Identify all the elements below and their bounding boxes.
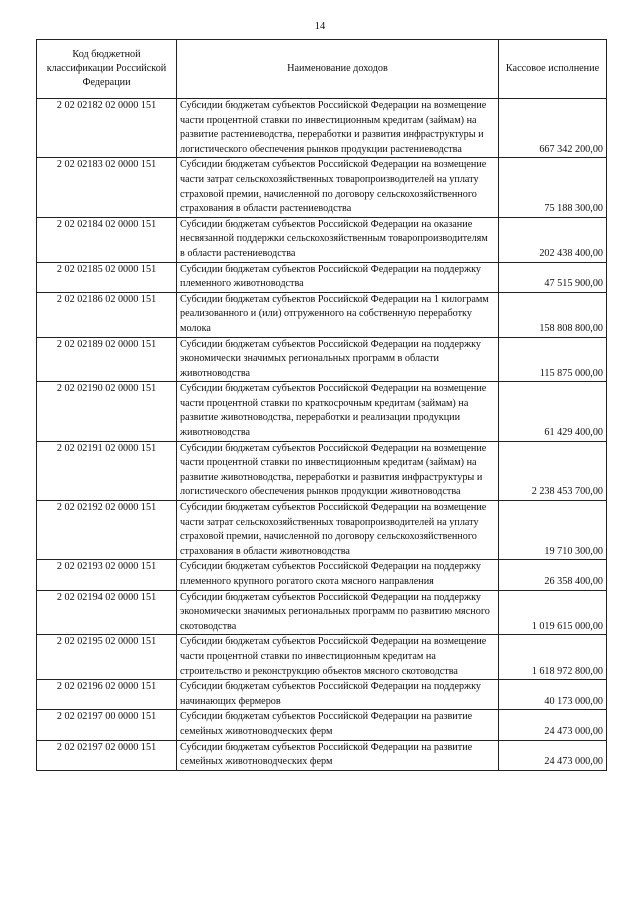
row-name: Субсидии бюджетам субъектов Российской Федерации на оказание несвязанной поддержки сельскохозяйственным товаропроизводителям в области растениеводства bbox=[177, 217, 499, 262]
row-amount: 24 473 000,00 bbox=[499, 740, 607, 770]
table-row bbox=[37, 635, 607, 680]
row-code: 2 02 02192 02 0000 151 bbox=[37, 501, 177, 560]
header-code: Код бюджетной классификации Российской Федерации bbox=[37, 40, 177, 99]
table-row bbox=[37, 292, 607, 337]
row-name: Субсидии бюджетам субъектов Российской Федерации на возмещение части затрат сельскохозяйственных товаропроизводителей на уплату страховой премии, начисленной по договору сельскохозяйственного страхования в области растениеводства bbox=[177, 158, 499, 217]
row-code: 2 02 02196 02 0000 151 bbox=[37, 680, 177, 710]
row-amount: 75 188 300,00 bbox=[499, 158, 607, 217]
row-amount: 2 238 453 700,00 bbox=[499, 441, 607, 500]
row-code: 2 02 02191 02 0000 151 bbox=[37, 441, 177, 500]
row-amount: 1 618 972 800,00 bbox=[499, 635, 607, 680]
row-name: Субсидии бюджетам субъектов Российской Федерации на возмещение части процентной ставки по краткосрочным кредитам (займам) на развитие животноводства, переработки и реализации продукции животноводства bbox=[177, 382, 499, 441]
row-amount: 19 710 300,00 bbox=[499, 501, 607, 560]
row-amount: 61 429 400,00 bbox=[499, 382, 607, 441]
row-amount: 26 358 400,00 bbox=[499, 560, 607, 590]
table-row bbox=[37, 99, 607, 158]
table-row bbox=[37, 710, 607, 740]
row-amount: 158 808 800,00 bbox=[499, 292, 607, 337]
row-amount: 40 173 000,00 bbox=[499, 680, 607, 710]
table-header bbox=[37, 40, 607, 99]
row-amount: 202 438 400,00 bbox=[499, 217, 607, 262]
row-name: Субсидии бюджетам субъектов Российской Федерации на возмещение части затрат сельскохозяйственных товаропроизводителей на уплату страховой премии, начисленной по договору сельскохозяйственного страхования в области животноводства bbox=[177, 501, 499, 560]
row-code: 2 02 02185 02 0000 151 bbox=[37, 262, 177, 292]
table-row bbox=[37, 501, 607, 560]
table-row bbox=[37, 382, 607, 441]
header-name: Наименование доходов bbox=[177, 40, 499, 99]
row-code: 2 02 02194 02 0000 151 bbox=[37, 590, 177, 635]
table-row bbox=[37, 262, 607, 292]
row-code: 2 02 02197 00 0000 151 bbox=[37, 710, 177, 740]
row-name: Субсидии бюджетам субъектов Российской Федерации на возмещение части процентной ставки по инвестиционным кредитам (займам) на развитие растениеводства, переработки и развития инфраструктуры и логистического обеспечения рынков продукции растениеводства bbox=[177, 99, 499, 158]
table-row bbox=[37, 441, 607, 500]
table-row bbox=[37, 740, 607, 770]
table-row bbox=[37, 590, 607, 635]
table-row bbox=[37, 337, 607, 382]
row-code: 2 02 02184 02 0000 151 bbox=[37, 217, 177, 262]
row-amount: 667 342 200,00 bbox=[499, 99, 607, 158]
row-name: Субсидии бюджетам субъектов Российской Федерации на возмещение части процентной ставки по инвестиционным кредитам (займам) на развитие животноводства, переработки и развития инфраструктуры и логистического обеспечения рынков продукции животноводства bbox=[177, 441, 499, 500]
row-code: 2 02 02183 02 0000 151 bbox=[37, 158, 177, 217]
row-name: Субсидии бюджетам субъектов Российской Федерации на 1 килограмм реализованного и (или) отгруженного на собственную переработку молока bbox=[177, 292, 499, 337]
row-code: 2 02 02186 02 0000 151 bbox=[37, 292, 177, 337]
row-name: Субсидии бюджетам субъектов Российской Федерации на поддержку начинающих фермеров bbox=[177, 680, 499, 710]
row-code: 2 02 02189 02 0000 151 bbox=[37, 337, 177, 382]
row-code: 2 02 02195 02 0000 151 bbox=[37, 635, 177, 680]
row-amount: 115 875 000,00 bbox=[499, 337, 607, 382]
header-amount: Кассовое исполнение bbox=[499, 40, 607, 99]
table-row bbox=[37, 158, 607, 217]
row-name: Субсидии бюджетам субъектов Российской Федерации на поддержку племенного животноводства bbox=[177, 262, 499, 292]
table-body bbox=[37, 99, 607, 771]
page-number: 14 bbox=[314, 21, 326, 32]
row-name: Субсидии бюджетам субъектов Российской Федерации на развитие семейных животноводческих ферм bbox=[177, 710, 499, 740]
table-row bbox=[37, 217, 607, 262]
row-name: Субсидии бюджетам субъектов Российской Федерации на развитие семейных животноводческих ферм bbox=[177, 740, 499, 770]
row-code: 2 02 02193 02 0000 151 bbox=[37, 560, 177, 590]
row-name: Субсидии бюджетам субъектов Российской Федерации на поддержку экономически значимых региональных программ по развитию мясного скотоводства bbox=[177, 590, 499, 635]
table-row bbox=[37, 680, 607, 710]
row-name: Субсидии бюджетам субъектов Российской Федерации на возмещение части процентной ставки по инвестиционным кредитам на строительство и реконструкцию объектов мясного скотоводства bbox=[177, 635, 499, 680]
table-row bbox=[37, 560, 607, 590]
row-amount: 1 019 615 000,00 bbox=[499, 590, 607, 635]
row-code: 2 02 02190 02 0000 151 bbox=[37, 382, 177, 441]
row-code: 2 02 02182 02 0000 151 bbox=[37, 99, 177, 158]
revenue-table bbox=[36, 39, 607, 771]
row-name: Субсидии бюджетам субъектов Российской Федерации на поддержку экономически значимых региональных программ в области животноводства bbox=[177, 337, 499, 382]
row-amount: 47 515 900,00 bbox=[499, 262, 607, 292]
row-name: Субсидии бюджетам субъектов Российской Федерации на поддержку племенного крупного рогатого скота мясного направления bbox=[177, 560, 499, 590]
row-code: 2 02 02197 02 0000 151 bbox=[37, 740, 177, 770]
row-amount: 24 473 000,00 bbox=[499, 710, 607, 740]
